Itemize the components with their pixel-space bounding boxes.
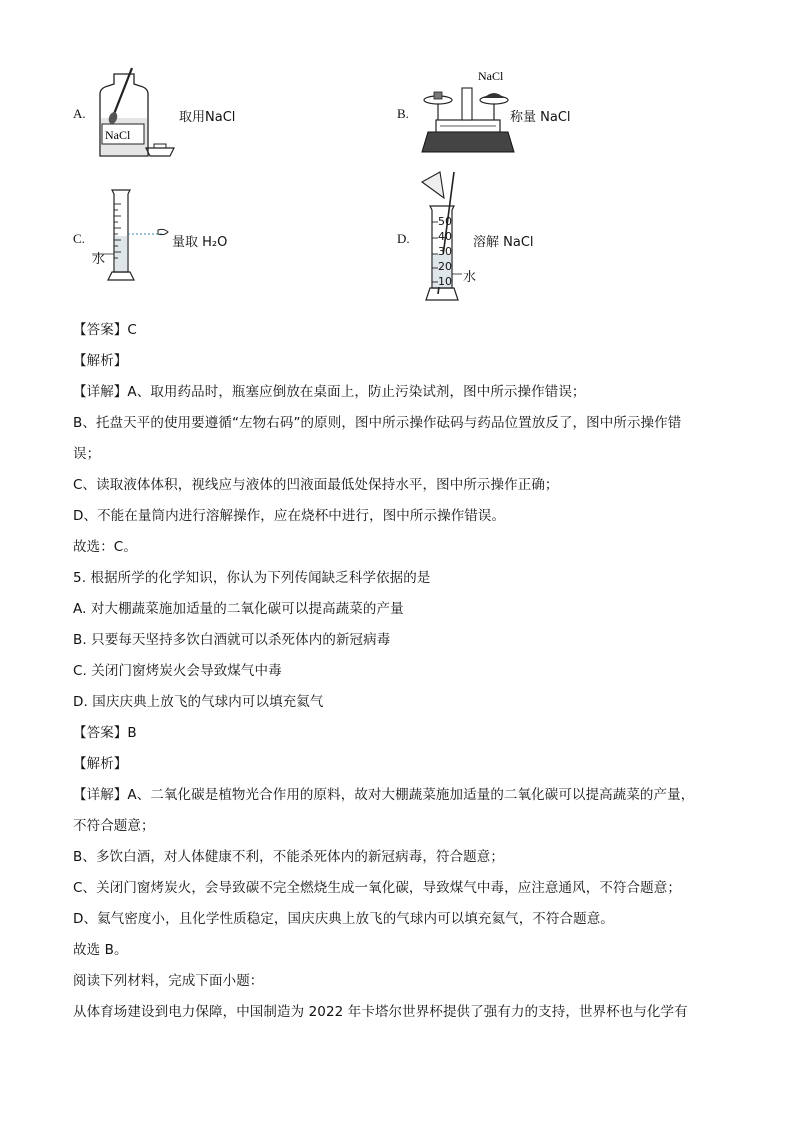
reagent-bottle-illustration <box>94 66 180 162</box>
q5-analysis-line: B、多饮白酒，对人体健康不利，不能杀死体内的新冠病毒，符合题意； <box>73 849 504 865</box>
q5-analysis-line: 不符合题意； <box>73 818 155 834</box>
q5-option-c: C. 关闭门窗烤炭火会导致煤气中毒 <box>73 663 282 679</box>
q5-analysis-line: 【详解】A、二氧化碳是植物光合作用的原料，故对大棚蔬菜施加适量的二氧化碳可以提高蔬菜的产量， <box>73 787 695 803</box>
option-d-caption: 溶解 NaCl <box>473 235 534 250</box>
option-c-caption: 量取 H₂O <box>172 235 228 250</box>
q4-analysis-line: 【详解】A、取用药品时，瓶塞应倒放在桌面上，防止污染试剂，图中所示操作错误； <box>73 384 586 400</box>
q5-analysis-line: 故选 B。 <box>73 942 128 958</box>
bottle-label: NaCl <box>105 128 131 142</box>
option-c-letter: C. <box>73 231 85 246</box>
q5-option-a: A. 对大棚蔬菜施加适量的二氧化碳可以提高蔬菜的产量 <box>73 601 404 617</box>
q4-analysis-line: D、不能在量筒内进行溶解操作，应在烧杯中进行，图中所示操作错误。 <box>73 508 506 524</box>
scale-mark: 40 <box>438 230 452 243</box>
option-b-letter: B. <box>397 106 409 121</box>
q5-analysis-heading: 【解析】 <box>73 756 128 772</box>
scale-mark: 30 <box>438 245 452 258</box>
q4-analysis-line: B、托盘天平的使用要遵循“左物右码”的原则，图中所示操作砝码与药品位置放反了，图中所示操作错 <box>73 415 682 431</box>
option-d-letter: D. <box>397 231 410 246</box>
q4-analysis-line: 故选：C。 <box>73 539 137 555</box>
scale-mark: 50 <box>438 215 452 228</box>
graduated-cylinder-c-illustration <box>90 186 170 286</box>
q4-analysis-line: C、读取液体体积，视线应与液体的凹液面最低处保持水平，图中所示操作正确； <box>73 477 559 493</box>
reading-paragraph: 从体育场建设到电力保障，中国制造为 2022 年卡塔尔世界杯提供了强有力的支持，世界杯也与化学有 <box>73 1004 688 1020</box>
scale-mark: 20 <box>438 260 452 273</box>
option-a-letter: A. <box>73 106 86 121</box>
q5-option-b: B. 只要每天坚持多饮白酒就可以杀死体内的新冠病毒 <box>73 632 391 648</box>
water-label-c: 水 <box>92 252 106 267</box>
pan-label: NaCl <box>478 69 504 83</box>
q4-analysis-heading: 【解析】 <box>73 353 128 369</box>
q4-answer: 【答案】C <box>73 322 137 338</box>
reading-intro: 阅读下列材料，完成下面小题： <box>73 973 264 989</box>
option-b-caption: 称量 NaCl <box>510 110 571 125</box>
balance-illustration <box>418 66 518 156</box>
q5-analysis-line: C、关闭门窗烤炭火，会导致碳不完全燃烧生成一氧化碳，导致煤气中毒，应注意通风，不符合题意； <box>73 880 681 896</box>
q5-option-d: D. 国庆庆典上放飞的气球内可以填充氦气 <box>73 694 324 710</box>
scale-mark: 10 <box>438 275 452 288</box>
q5-stem: 5. 根据所学的化学知识，你认为下列传闻缺乏科学依据的是 <box>73 570 431 586</box>
cylinder-scale-marks <box>438 214 452 289</box>
option-a-caption: 取用NaCl <box>179 110 236 125</box>
q5-answer: 【答案】B <box>73 725 137 741</box>
q5-analysis-line: D、氦气密度小，且化学性质稳定，国庆庆典上放飞的气球内可以填充氦气，不符合题意。 <box>73 911 614 927</box>
water-label-d: 水 <box>463 270 477 285</box>
q4-analysis-line: 误； <box>73 446 101 462</box>
